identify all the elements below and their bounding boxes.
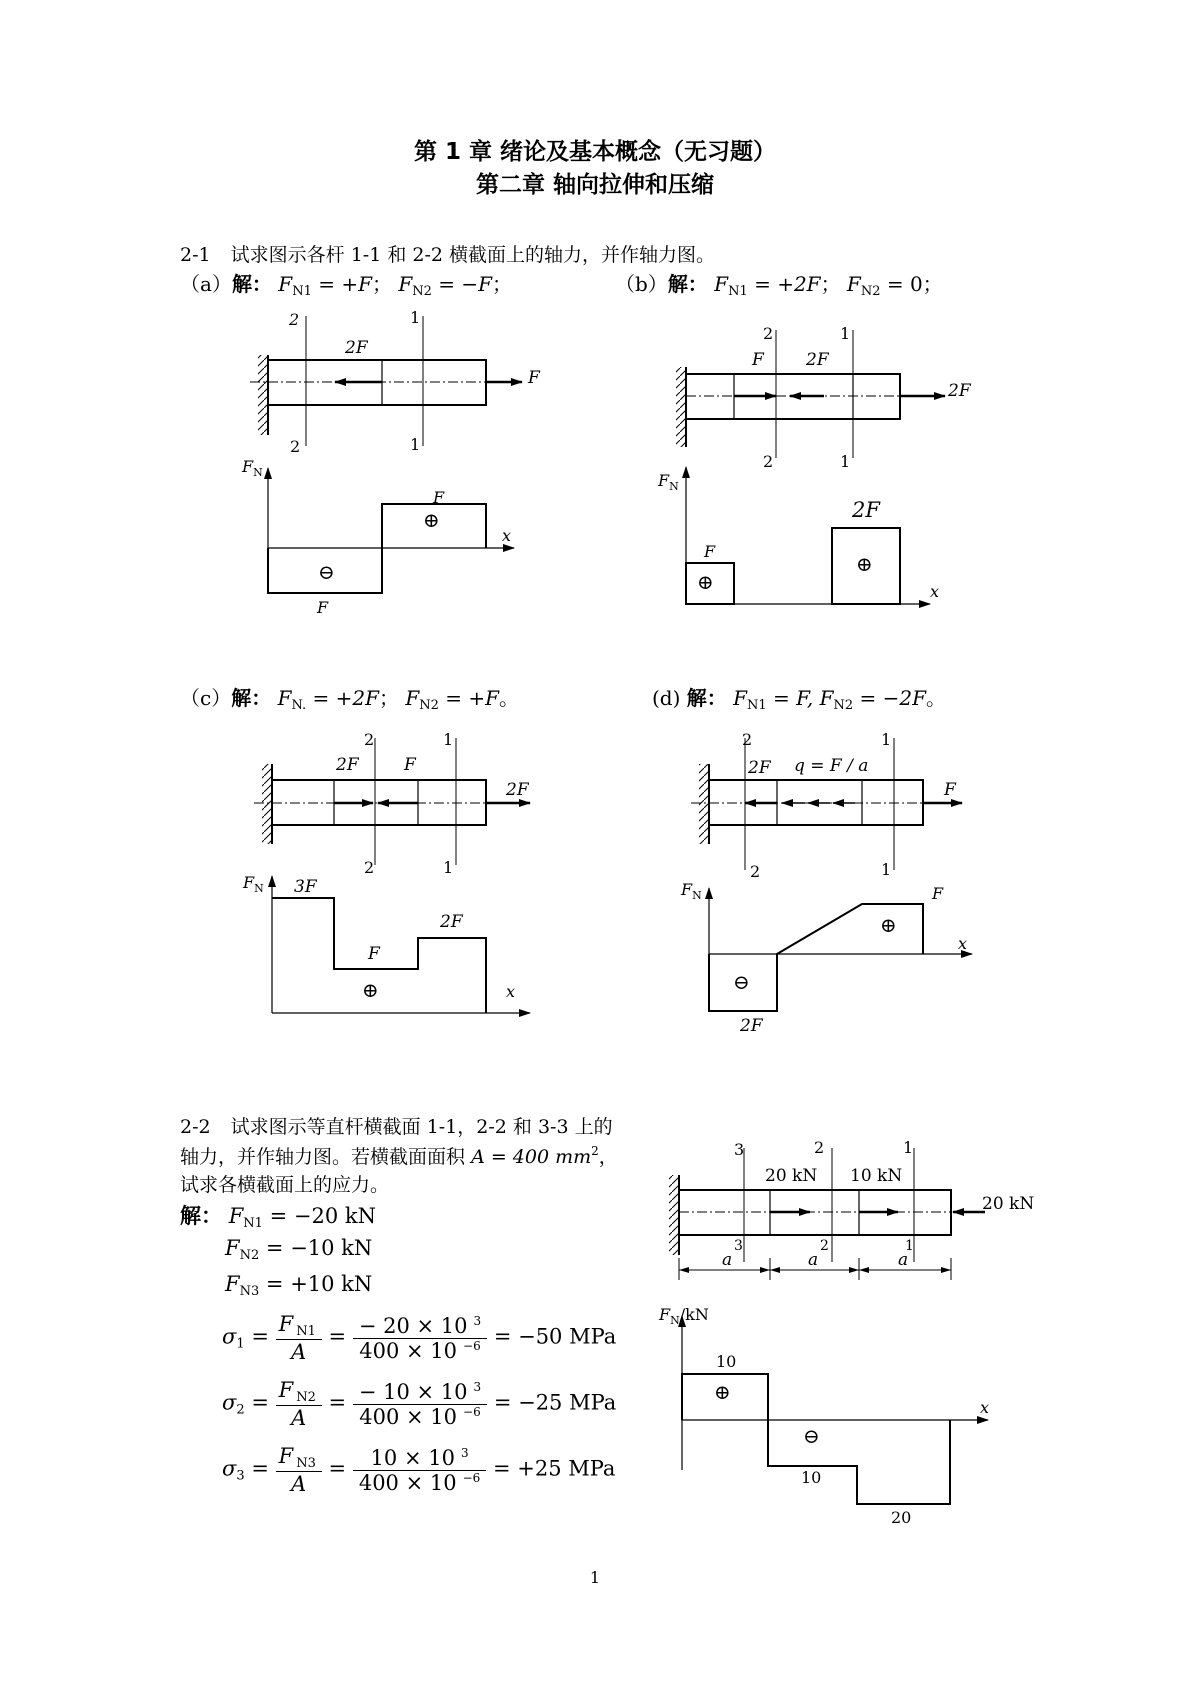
solution-label: 解： [667,272,708,296]
subscript: N [692,889,702,902]
symbol: F [733,686,748,710]
label-section-2-top: 2 [289,310,300,329]
subscript: N. [291,698,307,713]
x-label: x [980,1398,990,1417]
superscript: 3 [460,1445,469,1460]
sep: ， [598,1146,618,1168]
sep: ； [371,272,392,296]
superscript: −6 [462,1470,481,1485]
dimension-a: a [808,1250,819,1270]
solution-label: 解： [231,272,272,296]
symbol: F [659,1305,671,1324]
den-text: 400 × 10 [359,1338,458,1363]
label-section-2-top: 2 [763,324,774,343]
sign-minus: ⊖ [318,560,335,584]
sign-plus: ⊕ [697,570,714,594]
subscript: N1 [243,1216,263,1231]
subscript: N1 [292,284,312,299]
sign-plus: ⊕ [714,1380,731,1404]
label-section-1-top: 1 [903,1138,914,1157]
subscript: N1 [747,698,767,713]
value-3F: 3F [294,877,317,897]
symbol: F [225,1272,240,1296]
sep: ； [378,686,399,710]
unit: /kN [679,1305,709,1324]
equals: = [251,1390,269,1415]
value: = −20 kN [269,1204,376,1228]
subscript: N2 [296,1390,316,1405]
sep: 。 [499,686,519,710]
symbol: F [681,880,693,899]
num-text: 10 × 10 [370,1445,455,1470]
label-section-2-top: 2 [742,730,753,749]
symbol: F [405,686,420,710]
label-section-3-bottom: 3 [734,1238,743,1254]
x-label: x [506,982,516,1001]
answer-prefix: （a） [180,272,232,296]
sign-minus: ⊖ [803,1424,820,1448]
superscript: 3 [473,1313,482,1328]
value-10-top: 10 [716,1352,737,1371]
subscript: 3 [236,1468,245,1484]
subscript: 1 [236,1336,245,1352]
value: = 0 [886,272,923,296]
value-F-top: F [433,488,445,507]
den-text: 400 × 10 [358,1470,457,1495]
symbol: F [277,686,292,710]
sep: 。 [926,686,947,710]
label-section-1-bottom: 1 [840,452,851,471]
value: = +10 kN [265,1272,373,1296]
label-q: q = F / a [794,756,869,776]
value: = +2F [754,272,821,296]
value-F: F [704,542,716,561]
label-10kN: 10 kN [850,1166,903,1186]
answer-prefix: (d) [652,686,681,710]
dimension-a: a [898,1250,909,1270]
label-section-1-top: 1 [840,324,851,343]
sign-minus: ⊖ [733,970,750,994]
sign-plus: ⊕ [362,978,379,1002]
superscript: 2 [591,1144,599,1158]
label-2F: 2F [336,755,359,775]
label-section-2-bottom: 2 [763,452,774,471]
x-label: x [958,934,968,953]
result: = −50 MPa [493,1324,617,1349]
problem-text: 试求图示各杆 1-1 和 2-2 横截面上的轴力，并作轴力图。 [230,244,716,266]
sep: ； [820,272,841,296]
subscript: 2 [236,1402,245,1418]
value-20: 20 [891,1508,912,1527]
solution-label: 解： [686,686,727,710]
value-F: F [932,884,944,903]
value: = F, F [773,686,834,710]
subscript: N2 [419,698,439,713]
chapter-2-title: 第二章 轴向拉伸和压缩 [475,172,714,198]
label-section-1-top: 1 [881,730,892,749]
value: = −F [438,272,492,296]
value: = +F [445,686,499,710]
value-F-bottom: F [317,598,329,617]
answer-prefix: （b） [615,272,668,296]
symbol: F [278,272,293,296]
chapter-1-title: 第 1 章 绪论及基本概念（无习题） [413,139,777,165]
symbol: F [228,1204,244,1228]
superscript: −6 [463,1404,481,1419]
label-section-2-bottom: 2 [820,1238,829,1254]
sep: ； [922,272,943,296]
num-text: − 20 × 10 [358,1313,468,1338]
label-20kN-end: 20 kN [982,1194,1035,1214]
label-F: F [944,780,956,800]
subscript: N1 [296,1324,316,1339]
problem-text: 轴力，并作轴力图。若横截面面积 [180,1146,466,1168]
subscript: N2 [239,1248,260,1263]
symbol: F [242,457,254,476]
label-F: F [752,350,764,370]
subscript: N2 [412,284,432,299]
label-section-1-bottom: 1 [905,1238,914,1254]
symbol: F [278,1312,294,1336]
problem-label: 2-1 [180,244,211,266]
equals: = [328,1390,347,1415]
sign-plus: ⊕ [880,913,897,937]
area-value: A = 400 mm [471,1146,592,1168]
label-section-2-bottom: 2 [750,862,761,881]
problem-2-2-line3: 试求各横截面上的应力。 [180,1174,390,1196]
superscript: −6 [463,1338,481,1353]
solution-label: 解： [180,1203,222,1228]
symbol: σ [222,1324,237,1349]
label-section-2-top: 2 [364,730,375,749]
axis-label-FN-kN [659,1305,709,1327]
subscript: N2 [833,698,854,713]
label-2F-end: 2F [506,780,529,800]
equals: = [328,1456,347,1481]
value-F: F [368,944,380,964]
equals: = [328,1324,347,1349]
subscript: N2 [860,284,881,299]
value: = −2F [859,686,927,710]
subscript: N3 [296,1456,316,1471]
subscript: N [254,882,264,895]
value-2F: 2F [852,498,880,522]
label-section-1-bottom: 1 [443,858,454,877]
superscript: 3 [473,1379,482,1394]
label-section-2-top: 2 [814,1138,825,1157]
symbol: F [658,471,670,490]
symbol: F [846,272,861,296]
symbol: F [714,272,729,296]
result: = −25 MPa [493,1390,617,1415]
symbol: F [243,873,255,892]
num-text: − 10 × 10 [358,1379,468,1404]
page-number: 1 [589,1568,601,1587]
value: = +F [318,272,372,296]
equals: = [251,1456,269,1481]
value-10-bottom: 10 [801,1468,822,1487]
label-section-1-top: 1 [443,730,454,749]
result: = +25 MPa [492,1456,616,1481]
label-2F: 2F [748,758,771,778]
x-label: x [930,582,940,601]
answer-prefix: （c） [180,686,232,710]
symbol: F [278,1444,294,1468]
label-20kN: 20 kN [765,1166,818,1186]
denominator: A [291,1340,307,1364]
value: = +2F [312,686,379,710]
value: = −10 kN [265,1236,373,1260]
wall-hatch [669,1175,679,1255]
label-2F: 2F [806,350,829,370]
symbol: F [398,272,413,296]
value-2F: 2F [440,912,463,932]
subscript: N [669,480,679,493]
symbol: F [225,1236,240,1260]
symbol: σ [222,1390,237,1415]
problem-label: 2-2 [180,1116,211,1138]
label-section-3-top: 3 [734,1140,745,1159]
symbol: F [278,1378,294,1402]
label-section-1-top: 1 [410,308,421,327]
subscript: N [670,1314,680,1327]
symbol: σ [222,1456,237,1481]
solution-label: 解： [231,686,272,710]
label-F: F [528,368,540,388]
denominator: A [291,1406,307,1430]
problem-text: 试求图示等直杆横截面 1-1，2-2 和 3-3 上的 [230,1116,613,1138]
label-section-2-bottom: 2 [290,437,301,456]
den-text: 400 × 10 [359,1404,458,1429]
subscript: N1 [728,284,748,299]
dimension-a: a [722,1250,733,1270]
label-section-1-bottom: 1 [410,435,421,454]
value-2F: 2F [740,1016,763,1036]
sign-plus: ⊕ [856,552,873,576]
label-2F-end: 2F [948,381,971,401]
equals: = [251,1324,269,1349]
subscript: N3 [239,1284,260,1299]
label-2F: 2F [345,338,368,358]
sign-plus: ⊕ [423,508,440,532]
label-section-1-bottom: 1 [881,860,892,879]
denominator: A [291,1472,307,1496]
label-F: F [404,755,416,775]
subscript: N [253,466,263,479]
sep: ； [491,272,512,296]
x-label: x [502,526,512,545]
label-section-2-bottom: 2 [364,858,375,877]
